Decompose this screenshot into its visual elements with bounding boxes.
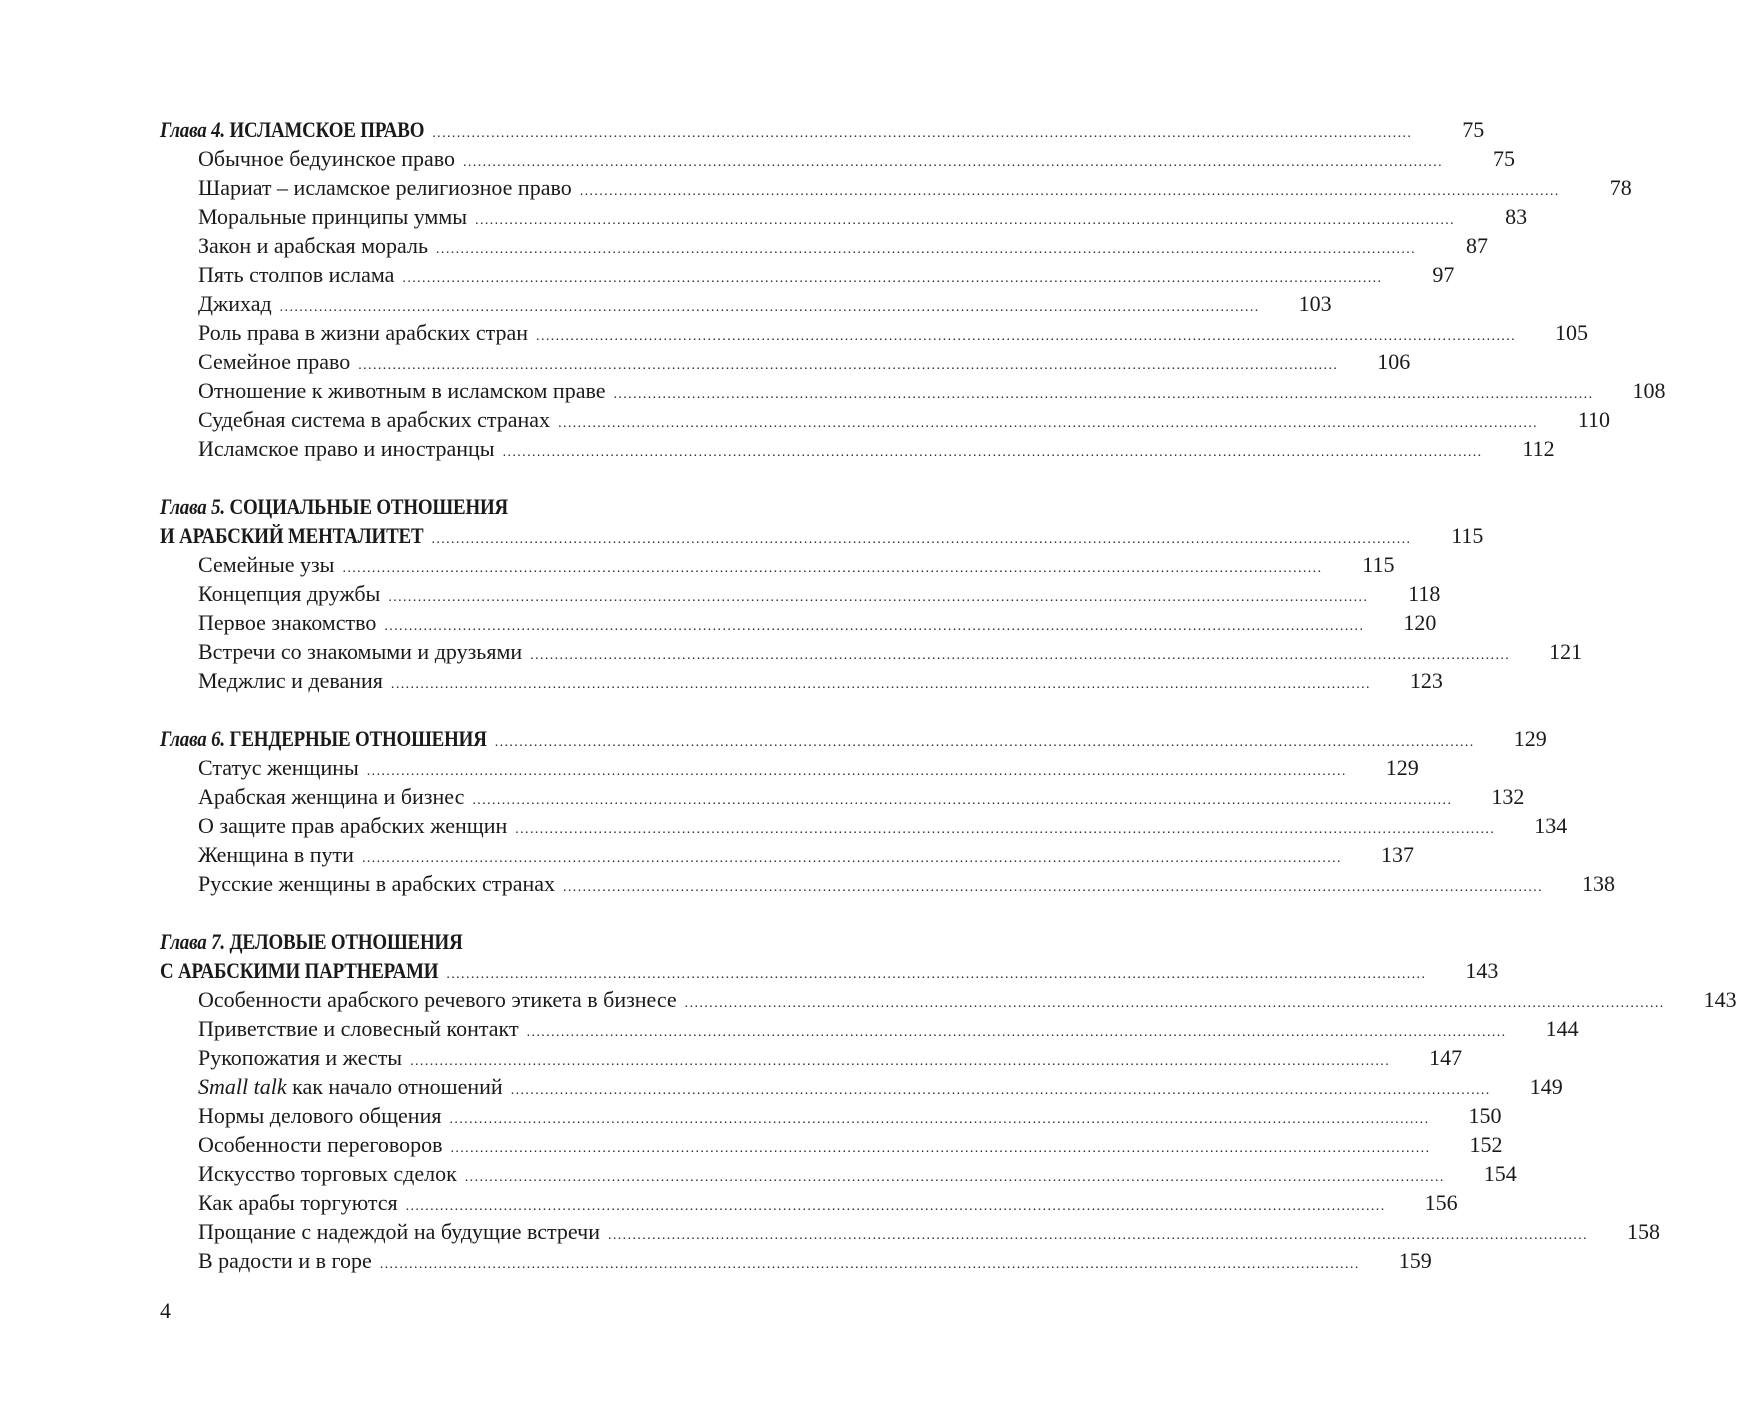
chapter-title-text: И АРАБСКИЙ МЕНТАЛИТЕТ bbox=[160, 523, 424, 548]
entry-label bbox=[198, 666, 383, 695]
toc-entry[interactable] bbox=[160, 144, 1515, 173]
entry-text: Обычное бедуинское право bbox=[198, 146, 455, 171]
chapter-title-wrap bbox=[160, 521, 423, 550]
chapter-title-text: С АРАБСКИМИ ПАРТНЕРАМИ bbox=[160, 958, 439, 983]
page-ref: 115 bbox=[1362, 552, 1395, 577]
chapter-title bbox=[160, 115, 424, 144]
entry-label bbox=[198, 550, 334, 579]
chapter-heading[interactable] bbox=[160, 724, 1547, 753]
chapter-title bbox=[160, 927, 463, 956]
dot-leader: ........................................................................................................................................................................................................ bbox=[405, 1199, 1386, 1214]
entry-text: Первое знакомство bbox=[198, 610, 377, 635]
entry-text: Шариат – исламское религиозное право bbox=[198, 175, 572, 200]
entry-label bbox=[198, 318, 528, 347]
toc-entry[interactable] bbox=[160, 811, 1568, 840]
dot-leader: ........................................................................................................................................................................................................ bbox=[515, 822, 1496, 837]
entry-text: Судебная система в арабских странах bbox=[198, 407, 551, 432]
entry-text: Русские женщины в арабских странах bbox=[198, 871, 555, 896]
page-ref: 121 bbox=[1549, 639, 1583, 664]
entry-label bbox=[198, 434, 495, 463]
entry-label bbox=[198, 202, 467, 231]
dot-leader: ........................................................................................................................................................................................................ bbox=[510, 1083, 1491, 1098]
dot-leader: ........................................................................................................................................................................................................ bbox=[530, 648, 1511, 663]
entry-label bbox=[198, 1246, 372, 1275]
dot-leader: ........................................................................................................................................................................................................ bbox=[502, 445, 1483, 460]
dot-leader: ........................................................................................................................................................................................................ bbox=[358, 358, 1339, 373]
entry-label bbox=[198, 1159, 457, 1188]
chapter-title-wrap bbox=[160, 492, 508, 521]
dot-leader: ........................................................................................................................................................................................................ bbox=[526, 1025, 1507, 1040]
dot-leader: ........................................................................................................................................................................................................ bbox=[279, 300, 1260, 315]
page-ref: 106 bbox=[1377, 349, 1411, 374]
entry-text: Семейное право bbox=[198, 349, 351, 374]
chapter-title bbox=[160, 492, 508, 521]
toc-entry[interactable] bbox=[160, 1246, 1432, 1275]
dot-leader: ........................................................................................................................................................................................................ bbox=[402, 271, 1383, 286]
dot-leader: ........................................................................................................................................................................................................ bbox=[431, 532, 1412, 547]
entry-text: Рукопожатия и жесты bbox=[198, 1045, 403, 1070]
dot-leader: ........................................................................................................................................................................................................ bbox=[607, 1228, 1588, 1243]
toc-entry[interactable] bbox=[160, 231, 1489, 260]
entry-text: О защите прав арабских женщин bbox=[198, 813, 508, 838]
page-ref: 159 bbox=[1398, 1248, 1432, 1273]
page-ref: 75 bbox=[1493, 146, 1515, 171]
dot-leader: ........................................................................................................................................................................................................ bbox=[463, 155, 1443, 170]
toc-entry[interactable] bbox=[160, 608, 1437, 637]
page-ref: 75 bbox=[1462, 117, 1485, 142]
entry-label bbox=[198, 260, 394, 289]
dot-leader: ........................................................................................................................................................................................................ bbox=[579, 184, 1560, 199]
dot-leader: ........................................................................................................................................................................................................ bbox=[342, 561, 1323, 576]
page-ref: 137 bbox=[1380, 842, 1414, 867]
page-ref: 87 bbox=[1466, 233, 1489, 258]
dot-leader: ........................................................................................................................................................................................................ bbox=[613, 387, 1594, 402]
entry-text: Нормы делового общения bbox=[198, 1103, 442, 1128]
dot-leader: ........................................................................................................................................................................................................ bbox=[449, 1112, 1430, 1127]
chapter-heading[interactable] bbox=[160, 521, 1484, 550]
entry-italic: Small talk bbox=[198, 1074, 287, 1099]
entry-text: Прощание с надеждой на будущие встречи bbox=[198, 1219, 600, 1244]
toc-entry[interactable] bbox=[160, 753, 1419, 782]
toc-entry[interactable] bbox=[160, 1014, 1579, 1043]
section-gap bbox=[160, 695, 872, 724]
toc-entry[interactable] bbox=[160, 579, 1441, 608]
toc-entry[interactable] bbox=[160, 869, 1615, 898]
entry-label bbox=[198, 289, 272, 318]
chapter-heading[interactable] bbox=[160, 956, 1499, 985]
page-ref: 103 bbox=[1298, 291, 1332, 316]
entry-label bbox=[198, 231, 428, 260]
entry-text: Особенности арабского речевого этикета в бизнесе bbox=[198, 987, 677, 1012]
entry-label bbox=[198, 347, 350, 376]
dot-leader: ........................................................................................................................................................................................................ bbox=[388, 590, 1369, 605]
entry-text: Исламское право и иностранцы bbox=[198, 436, 495, 461]
entry-text: Приветствие и словесный контакт bbox=[198, 1016, 519, 1041]
dot-leader: ........................................................................................................................................................................................................ bbox=[563, 880, 1543, 895]
toc-entry[interactable] bbox=[160, 1159, 1517, 1188]
page-ref: 108 bbox=[1632, 378, 1666, 403]
toc-entry[interactable] bbox=[160, 376, 1666, 405]
chapter-title bbox=[160, 956, 438, 985]
chapter-number: Глава 5. bbox=[160, 494, 225, 519]
dot-leader: ........................................................................................................................................................................................................ bbox=[450, 1141, 1431, 1156]
page-ref: 132 bbox=[1491, 784, 1525, 809]
section-gap bbox=[160, 898, 872, 927]
chapter-heading[interactable] bbox=[160, 115, 1485, 144]
chapter-number: Глава 4. bbox=[160, 117, 225, 142]
chapter-title-text: ДЕЛОВЫЕ ОТНОШЕНИЯ bbox=[229, 929, 463, 954]
entry-text: Роль права в жизни арабских стран bbox=[198, 320, 529, 345]
entry-text: как начало отношений bbox=[286, 1074, 503, 1099]
entry-label bbox=[198, 840, 354, 869]
toc-entry[interactable] bbox=[160, 782, 1525, 811]
page-ref: 158 bbox=[1626, 1219, 1660, 1244]
entry-text: Меджлис и девания bbox=[198, 668, 383, 693]
page-ref: 154 bbox=[1483, 1161, 1517, 1186]
entry-label bbox=[198, 869, 555, 898]
toc-entry[interactable] bbox=[160, 434, 1555, 463]
page-ref: 120 bbox=[1403, 610, 1437, 635]
chapter-heading[interactable] bbox=[160, 492, 872, 521]
page-ref: 118 bbox=[1408, 581, 1441, 606]
dot-leader: ........................................................................................................................................................................................................ bbox=[494, 735, 1475, 750]
dot-leader: ........................................................................................................................................................................................................ bbox=[558, 416, 1539, 431]
dot-leader: ........................................................................................................................................................................................................ bbox=[472, 793, 1453, 808]
section-gap bbox=[160, 463, 872, 492]
entry-label bbox=[198, 811, 507, 840]
toc-entry[interactable] bbox=[160, 289, 1332, 318]
toc-entry[interactable] bbox=[160, 1217, 1660, 1246]
entry-label bbox=[198, 637, 522, 666]
table-of-contents bbox=[160, 115, 1737, 1275]
toc-entry[interactable] bbox=[160, 202, 1528, 231]
toc-entry[interactable] bbox=[160, 173, 1632, 202]
entry-text: Особенности переговоров bbox=[198, 1132, 443, 1157]
dot-leader: ........................................................................................................................................................................................................ bbox=[684, 996, 1665, 1011]
entry-label bbox=[198, 1188, 398, 1217]
entry-label bbox=[198, 144, 455, 173]
entry-label bbox=[198, 405, 550, 434]
page-ref: 134 bbox=[1534, 813, 1568, 838]
toc-entry[interactable] bbox=[160, 985, 1737, 1014]
entry-label bbox=[198, 579, 380, 608]
dot-leader: ........................................................................................................................................................................................................ bbox=[475, 213, 1456, 228]
dot-leader: ........................................................................................................................................................................................................ bbox=[379, 1257, 1360, 1272]
chapter-title bbox=[160, 521, 423, 550]
page-ref: 129 bbox=[1385, 755, 1419, 780]
entry-label bbox=[198, 1217, 600, 1246]
page-ref: 112 bbox=[1522, 436, 1555, 461]
entry-text: Отношение к животным в исламском праве bbox=[198, 378, 606, 403]
dot-leader: ........................................................................................................................................................................................................ bbox=[432, 126, 1413, 141]
dot-leader: ........................................................................................................................................................................................................ bbox=[390, 677, 1371, 692]
dot-leader: ........................................................................................................................................................................................................ bbox=[384, 619, 1365, 634]
entry-text: Искусство торговых сделок bbox=[198, 1161, 457, 1186]
entry-text: Встречи со знакомыми и друзьями bbox=[198, 639, 523, 664]
page-ref: 143 bbox=[1465, 958, 1499, 983]
page-ref: 149 bbox=[1529, 1074, 1563, 1099]
chapter-title-wrap bbox=[160, 724, 487, 753]
page-ref: 83 bbox=[1505, 204, 1528, 229]
entry-text: Закон и арабская мораль bbox=[198, 233, 429, 258]
dot-leader: ........................................................................................................................................................................................................ bbox=[446, 967, 1427, 982]
toc-entry[interactable] bbox=[160, 840, 1414, 869]
page-number: 4 bbox=[160, 1298, 171, 1323]
dot-leader: ........................................................................................................................................................................................................ bbox=[464, 1170, 1445, 1185]
page-ref: 123 bbox=[1409, 668, 1443, 693]
dot-leader: ........................................................................................................................................................................................................ bbox=[536, 329, 1517, 344]
toc-entry[interactable] bbox=[160, 1101, 1502, 1130]
toc-entry[interactable] bbox=[160, 318, 1589, 347]
toc-entry[interactable] bbox=[160, 550, 1395, 579]
chapter-title-wrap bbox=[160, 115, 424, 144]
entry-text: Женщина в пути bbox=[198, 842, 354, 867]
dot-leader: ........................................................................................................................................................................................................ bbox=[361, 851, 1342, 866]
toc-entry[interactable] bbox=[160, 1043, 1463, 1072]
toc-entry[interactable] bbox=[160, 1188, 1458, 1217]
entry-label bbox=[198, 376, 605, 405]
page-ref: 105 bbox=[1555, 320, 1589, 345]
page-ref: 150 bbox=[1468, 1103, 1502, 1128]
dot-leader: ........................................................................................................................................................................................................ bbox=[410, 1054, 1391, 1069]
page-ref: 78 bbox=[1609, 175, 1632, 200]
dot-leader: ........................................................................................................................................................................................................ bbox=[436, 242, 1417, 257]
page-ref: 147 bbox=[1429, 1045, 1463, 1070]
chapter-title-wrap bbox=[160, 956, 438, 985]
entry-text: В радости и в горе bbox=[198, 1248, 372, 1273]
page-ref: 129 bbox=[1513, 726, 1547, 751]
entry-label bbox=[198, 1043, 402, 1072]
chapter-title-text: ИСЛАМСКОЕ ПРАВО bbox=[229, 117, 425, 142]
chapter-title-wrap bbox=[160, 927, 463, 956]
entry-text: Концепция дружбы bbox=[198, 581, 381, 606]
page-ref: 138 bbox=[1582, 871, 1615, 896]
entry-label bbox=[198, 608, 376, 637]
entry-text: Семейные узы bbox=[198, 552, 335, 577]
entry-label bbox=[198, 1072, 503, 1101]
entry-label bbox=[198, 1101, 441, 1130]
toc-entry[interactable] bbox=[160, 1072, 1563, 1101]
toc-entry[interactable] bbox=[160, 1130, 1503, 1159]
entry-label bbox=[198, 753, 359, 782]
entry-label bbox=[198, 985, 677, 1014]
page-ref: 97 bbox=[1432, 262, 1455, 287]
entry-text: Как арабы торгуются bbox=[198, 1190, 398, 1215]
entry-text: Статус женщины bbox=[198, 755, 359, 780]
entry-label bbox=[198, 173, 572, 202]
chapter-number: Глава 6. bbox=[160, 726, 225, 751]
chapter-title-text: ГЕНДЕРНЫЕ ОТНОШЕНИЯ bbox=[229, 726, 487, 751]
chapter-heading[interactable] bbox=[160, 927, 872, 956]
page-ref: 110 bbox=[1577, 407, 1611, 432]
dot-leader: ........................................................................................................................................................................................................ bbox=[366, 764, 1347, 779]
entry-text: Моральные принципы уммы bbox=[198, 204, 468, 229]
toc-entry[interactable] bbox=[160, 347, 1411, 376]
entry-label bbox=[198, 782, 464, 811]
page-ref: 115 bbox=[1451, 523, 1484, 548]
page-ref: 144 bbox=[1545, 1016, 1579, 1041]
entry-label bbox=[198, 1130, 442, 1159]
toc-entry[interactable] bbox=[160, 260, 1455, 289]
chapter-title-text: СОЦИАЛЬНЫЕ ОТНОШЕНИЯ bbox=[229, 494, 509, 519]
entry-label bbox=[198, 1014, 519, 1043]
toc-entry[interactable] bbox=[160, 666, 1443, 695]
entry-text: Арабская женщина и бизнес bbox=[198, 784, 465, 809]
toc-entry[interactable] bbox=[160, 405, 1611, 434]
toc-entry[interactable] bbox=[160, 637, 1583, 666]
page-ref: 156 bbox=[1424, 1190, 1458, 1215]
entry-text: Джихад bbox=[198, 291, 272, 316]
chapter-title bbox=[160, 724, 487, 753]
page-ref: 152 bbox=[1469, 1132, 1503, 1157]
page-ref: 143 bbox=[1703, 987, 1737, 1012]
entry-text: Пять столпов ислама bbox=[198, 262, 395, 287]
chapter-number: Глава 7. bbox=[160, 929, 225, 954]
